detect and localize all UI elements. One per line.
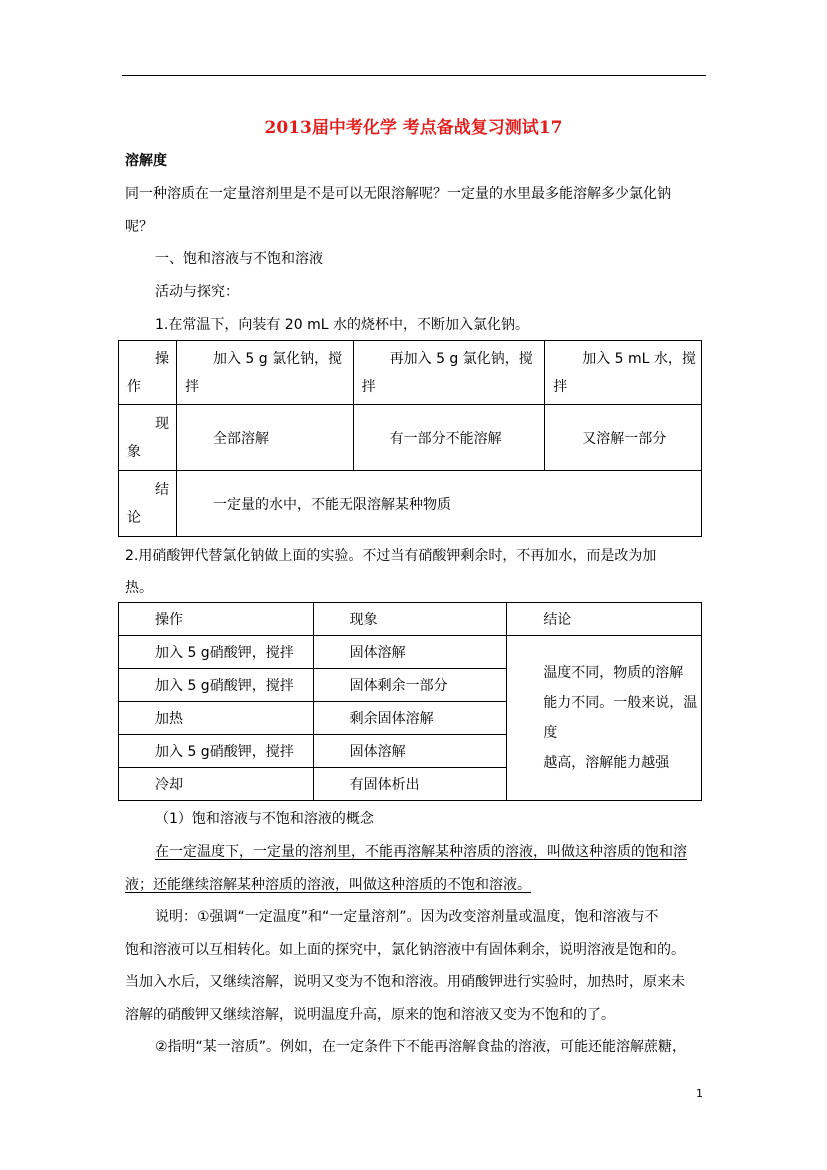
definition-line-2: 液；还能继续溶解某种溶质的溶液，叫做这种溶质的不饱和溶液。 xyxy=(125,877,531,893)
cell-text: 固体溶解 xyxy=(349,645,406,661)
table-cell xyxy=(119,669,314,702)
activity-label: 活动与探究： xyxy=(155,284,239,300)
cell-line: 拌 xyxy=(184,378,199,395)
conclusion-cell xyxy=(507,636,702,801)
label-char: 象 xyxy=(127,443,141,460)
section-heading: 溶解度 xyxy=(125,153,167,169)
intro-line-1: 同一种溶质在一定量溶剂里是不是可以无限溶解呢？一定量的水里最多能溶解多少氯化钠 xyxy=(125,186,671,202)
cell-text: 固体剩余一部分 xyxy=(349,678,448,694)
definition-line-1: 在一定温度下，一定量的溶剂里，不能再溶解某种溶质的溶液，叫做这种溶质的饱和溶 xyxy=(155,844,687,860)
cell-text: 剩余固体溶解 xyxy=(349,711,434,727)
header-rule xyxy=(122,75,706,76)
page-number: 1 xyxy=(696,1087,703,1100)
header-cell xyxy=(507,603,702,636)
cell-text: 加入 5 g硝酸钾，搅拌 xyxy=(155,744,294,760)
cell-line: 温度不同，物质的溶解 xyxy=(543,665,684,681)
table-cell xyxy=(176,405,353,471)
cell-text: 又溶解一部分 xyxy=(582,430,667,447)
cell-text: 加入 5 g硝酸钾，搅拌 xyxy=(155,645,294,661)
table-cell xyxy=(313,735,507,768)
cell-line: 能力不同。一般来说，温度 xyxy=(543,695,698,741)
concept-heading: （1）饱和溶液与不饱和溶液的概念 xyxy=(155,811,374,827)
cell-text: 一定量的水中，不能无限溶解某种物质 xyxy=(212,496,451,513)
table-cell xyxy=(176,471,701,537)
table-cell xyxy=(313,702,507,735)
table-cell xyxy=(119,636,314,669)
table-cell xyxy=(353,341,545,405)
step-2-line-1: 2.用硝酸钾代替氯化钠做上面的实验。不过当有硝酸钾剩余时，不再加水，而是改为加 xyxy=(125,548,657,564)
kno3-experiment-table xyxy=(118,602,702,801)
intro-line-2: 呢？ xyxy=(125,219,153,235)
cell-line: 越高，溶解能力越强 xyxy=(543,755,670,771)
table-cell xyxy=(313,636,507,669)
cell-text: 有一部分不能溶解 xyxy=(389,430,502,447)
note-2-line: ②指明“某一溶质”。例如，在一定条件下不能再溶解食盐的溶液，可能还能溶解蔗糖， xyxy=(155,1039,687,1055)
table-cell xyxy=(119,768,314,801)
label-char: 结 xyxy=(155,481,169,498)
table-row xyxy=(119,341,702,405)
row-label-operation xyxy=(119,341,177,405)
header-phenomenon: 现象 xyxy=(349,612,378,628)
table-row xyxy=(119,636,702,669)
cell-line: 再加入 5 g 氯化钠，搅 xyxy=(389,350,533,367)
cell-line: 加入 5 mL 水，搅 xyxy=(582,350,696,367)
table-cell xyxy=(313,768,507,801)
note-line-2: 饱和溶液可以互相转化。如上面的探究中，氯化钠溶液中有固体剩余，说明溶液是饱和的。 xyxy=(125,942,685,958)
label-char: 现 xyxy=(155,415,169,432)
header-operation: 操作 xyxy=(155,612,183,628)
cell-text: 加热 xyxy=(155,711,183,727)
row-label-conclusion xyxy=(119,471,177,537)
cell-text: 有固体析出 xyxy=(349,777,420,793)
step-2-line-2: 热。 xyxy=(125,580,153,596)
cell-line: 加入 5 g 氯化钠，搅 xyxy=(212,350,343,367)
table-cell xyxy=(545,341,702,405)
nacl-experiment-table xyxy=(118,340,702,537)
table-cell xyxy=(313,669,507,702)
label-char: 操 xyxy=(155,350,169,367)
table-cell xyxy=(176,341,353,405)
table-row xyxy=(119,405,702,471)
label-char: 作 xyxy=(127,378,141,395)
subheading-saturated: 一、饱和溶液与不饱和溶液 xyxy=(155,251,323,267)
note-line-4: 溶解的硝酸钾又继续溶解，说明温度升高，原来的饱和溶液又变为不饱和的了。 xyxy=(125,1007,615,1023)
table-cell xyxy=(119,702,314,735)
page-title: 2013届中考化学 考点备战复习测试17 xyxy=(264,118,563,138)
cell-line: 拌 xyxy=(553,378,568,395)
table-row xyxy=(119,471,702,537)
header-conclusion: 结论 xyxy=(543,612,572,628)
cell-text: 固体溶解 xyxy=(349,744,406,760)
header-cell xyxy=(119,603,314,636)
table-cell xyxy=(353,405,545,471)
cell-text: 全部溶解 xyxy=(212,430,269,447)
cell-text: 加入 5 g硝酸钾，搅拌 xyxy=(155,678,294,694)
table-cell xyxy=(119,735,314,768)
note-line-3: 当加入水后，又继续溶解，说明又变为不饱和溶液。用硝酸钾进行实验时，加热时，原来未 xyxy=(125,974,685,990)
step-1-text: 1.在常温下，向装有 20 mL 水的烧杯中，不断加入氯化钠。 xyxy=(155,317,529,333)
header-cell xyxy=(313,603,507,636)
note-line-1: 说明：①强调“一定温度”和“一定量溶剂”。因为改变溶剂量或温度，饱和溶液与不 xyxy=(155,909,659,925)
table-cell xyxy=(545,405,702,471)
row-label-phenomenon xyxy=(119,405,177,471)
label-char: 论 xyxy=(127,509,141,526)
cell-line: 拌 xyxy=(361,378,376,395)
table-header-row xyxy=(119,603,702,636)
cell-text: 冷却 xyxy=(155,777,183,793)
